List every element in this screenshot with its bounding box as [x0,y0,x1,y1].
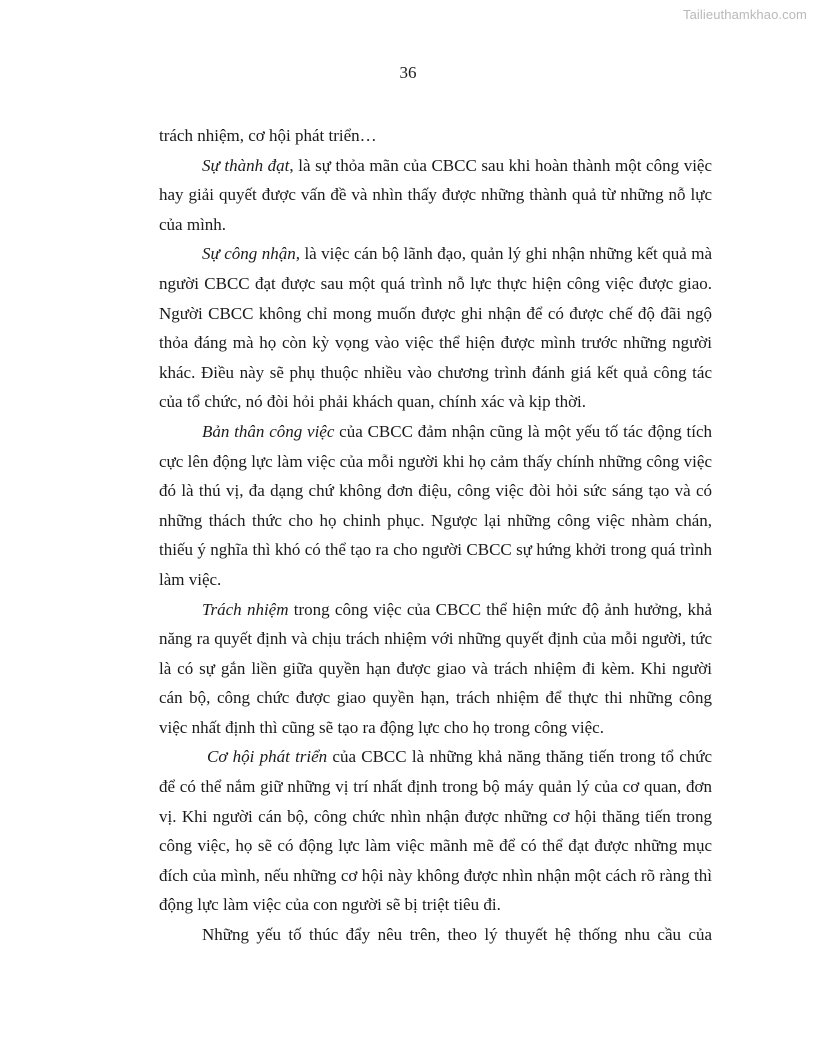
paragraph-text: của CBCC là những khả năng thăng tiến trong tổ chức để có thể nắm giữ những vị trí nhất định trong bộ máy quản lý của cơ quan, đơn vị. Khi người cán bộ, công chức nhìn nhận được những cơ hội thăng tiến trong công việc, họ sẽ có động lực làm việc mãnh mẽ để có thể đạt được những mục đích của mình, nếu những cơ hội này không được nhìn nhận một cách rõ ràng thì động lực làm việc của con người sẽ bị triệt tiêu đi. [159,747,712,915]
paragraph-trach-nhiem [159,595,712,743]
paragraph-lead-term: Sự thành đạt [202,155,290,175]
watermark-text: Tailieuthamkhao.com [682,7,807,22]
paragraph-closing [159,920,712,950]
paragraph-su-cong-nhan [159,239,712,417]
paragraph-text: của CBCC đảm nhận cũng là một yếu tố tác động tích cực lên động lực làm việc của mỗi người khi họ cảm thấy chính những công việc đó là thú vị, đa dạng chứ không đơn điệu, công việc đòi hỏi sức sáng tạo và có những thách thức cho họ chinh phục. Ngược lại những công việc nhàm chán, thiếu ý nghĩa thì khó có thể tạo ra cho người CBCC sự hứng khởi trong quá trình làm việc. [159,421,712,589]
paragraph-ban-than-cong-viec [159,417,712,595]
paragraph-continuation [159,121,712,151]
paragraph-text: trách nhiệm, cơ hội phát triển… [159,126,377,145]
paragraph-text: trong công việc của CBCC thể hiện mức độ ảnh hưởng, khả năng ra quyết định và chịu trách nhiệm với những quyết định của mỗi người, tức là có sự gắn liền giữa quyền hạn được giao và trách nhiệm đi kèm. Khi người cán bộ, công chức được giao quyền hạn, trách nhiệm để thực thi những công việc nhất định thì cũng sẽ tạo ra động lực cho họ trong công việc. [159,599,712,737]
paragraph-lead-term: Cơ hội phát triển [207,747,328,767]
paragraph-su-thanh-dat [159,151,712,240]
body-text [159,121,712,950]
paragraph-lead-term: Sự công nhận, [202,244,300,264]
page-number: 36 [399,63,417,82]
paragraph-co-hoi-phat-trien [159,742,712,920]
paragraph-text: , là sự thỏa mãn của CBCC sau khi hoàn thành một công việc hay giải quyết được vấn đề và nhìn thấy được những thành quả từ những nỗ lực của mình. [159,155,713,234]
paragraph-lead-term: Trách nhiệm [202,599,289,619]
paragraph-text: là việc cán bộ lãnh đạo, quản lý ghi nhận những kết quả mà người CBCC đạt được sau một quá trình nỗ lực thực hiện công việc được giao. Người CBCC không chỉ mong muốn được ghi nhận để có được chế độ đãi ngộ thỏa đáng mà họ còn kỳ vọng vào việc thể hiện được mình trước những người khác. Điều này sẽ phụ thuộc nhiều vào chương trình đánh giá kết quả công tác của tổ chức, nó đòi hỏi phải khách quan, chính xác và kịp thời. [159,244,712,412]
paragraph-text: Những yếu tố thúc đẩy nêu trên, theo lý thuyết hệ thống nhu cầu của [202,925,712,945]
paragraph-lead-term: Bản thân công việc [202,421,335,441]
